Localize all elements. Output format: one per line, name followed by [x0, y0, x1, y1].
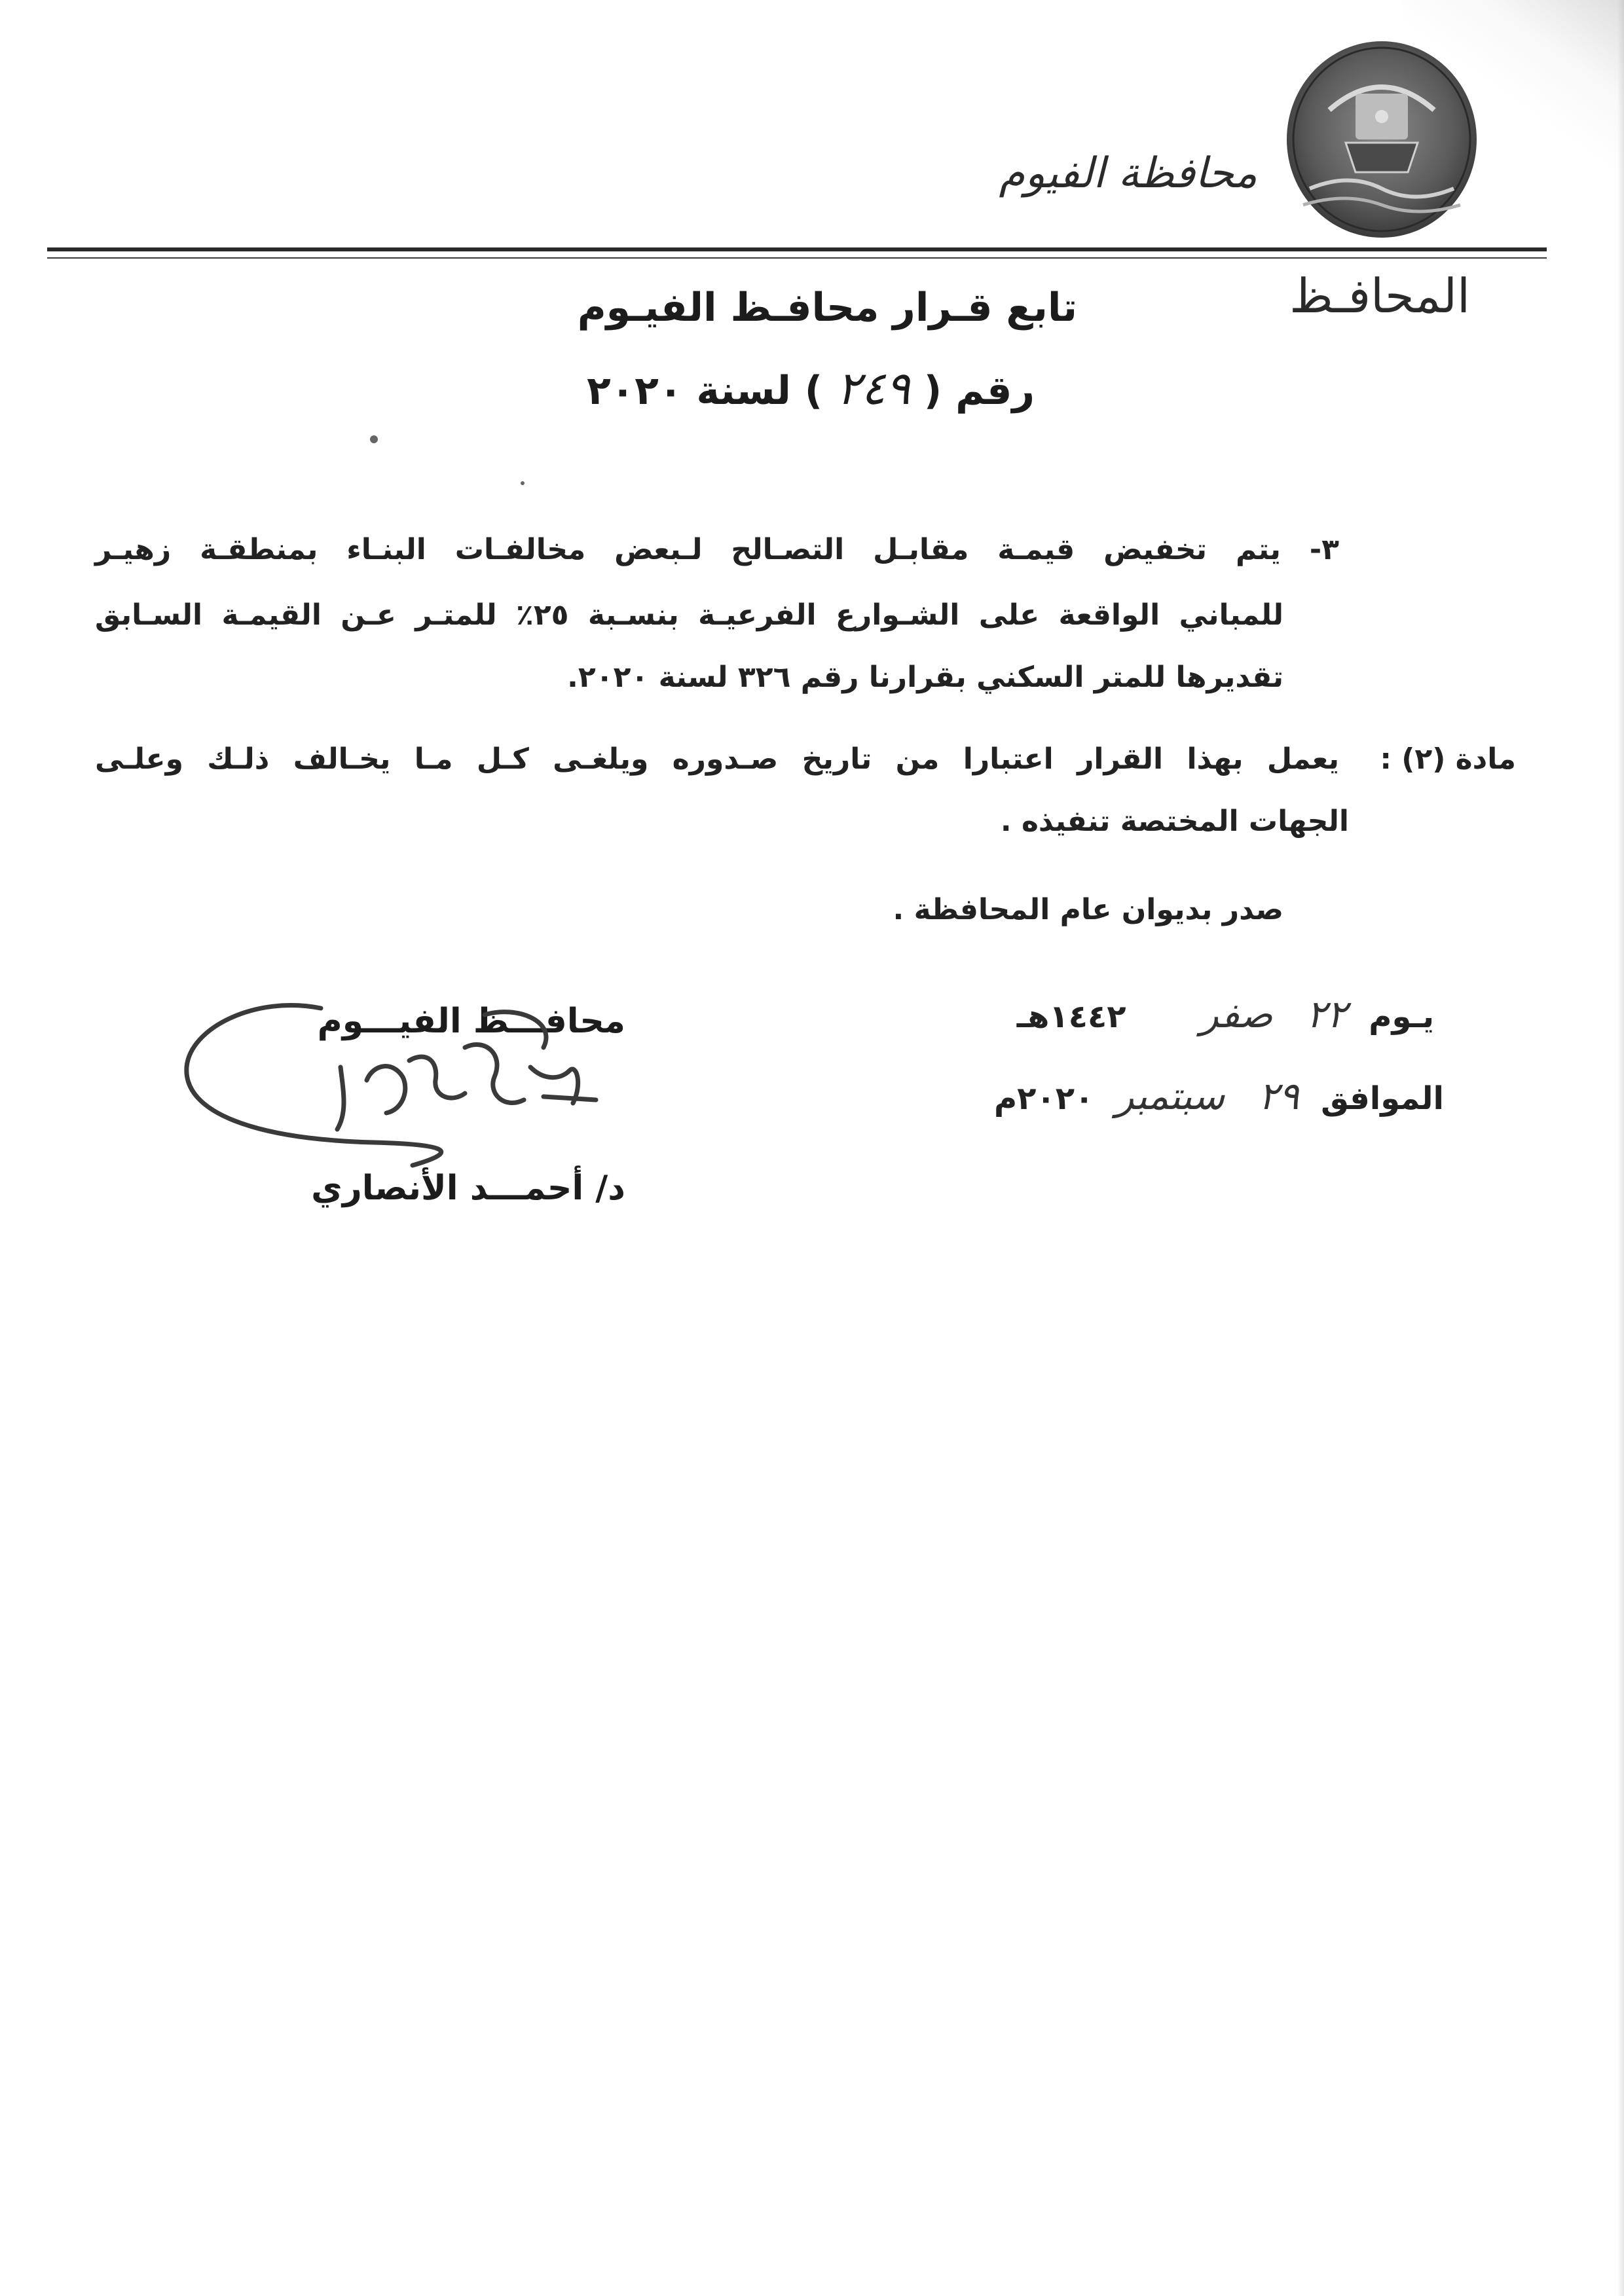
signature-image — [177, 989, 622, 1178]
gregorian-day: ٢٩ — [1258, 1074, 1299, 1118]
item3-line1: ٣- يتم تخفيض قيمـة مقابـل التصـالح لـبعض مخالفـات البنـاء بمنطقـة زهيـر — [95, 533, 1339, 566]
scan-speck — [370, 435, 378, 443]
hijri-date-prefix: يـوم — [1369, 998, 1434, 1035]
decision-number-suffix: ) لسنة ٢٠٢٠ — [587, 368, 823, 414]
header-rule-thin — [47, 257, 1547, 259]
article2-line1: يعمل بهذا القرار اعتبارا من تاريخ صـدوره ويلغـى كـل مـا يخـالف ذلـك وعلـى — [95, 742, 1339, 776]
hijri-month: صفر — [1200, 992, 1273, 1036]
gregorian-date — [822, 1074, 1444, 1118]
decision-number — [380, 361, 1035, 415]
decision-title: تابع قـرار محافـظ الفيـوم — [577, 285, 1077, 331]
scan-speck — [521, 481, 525, 485]
office-label: المحافـظ — [1289, 268, 1470, 323]
article2-label: مادة (٢) : — [1380, 742, 1516, 776]
header-rule — [47, 247, 1547, 251]
hijri-year: ١٤٤٢هـ — [1016, 998, 1126, 1035]
hijri-date — [845, 992, 1434, 1036]
gregorian-year: ٢٠٢٠م — [993, 1080, 1094, 1117]
governorate-emblem-icon — [1283, 38, 1480, 241]
issued-statement: صدر بديوان عام المحافظة . — [893, 893, 1283, 926]
gregorian-date-prefix: الموافق — [1321, 1080, 1444, 1117]
decision-number-handwritten: ٢٤٩ — [836, 361, 910, 415]
governorate-header: محافظة الفيوم — [999, 149, 1257, 198]
scan-edge — [1617, 0, 1624, 2296]
signatory-title: محافـــظ الفيـــوم — [317, 1002, 625, 1041]
item3-line2: للمباني الواقعة على الشـوارع الفرعيـة بنسـبة ٢٥٪ للمتـر عـن القيمـة السـابق — [95, 598, 1283, 632]
signatory-name: د/ أحمـــد الأنصاري — [311, 1169, 625, 1208]
hijri-day: ٢٢ — [1306, 992, 1348, 1036]
item3-line3: تقديرها للمتر السكني بقرارنا رقم ٣٢٦ لسنة ٢٠٢٠. — [567, 661, 1283, 694]
gregorian-month: سبتمبر — [1115, 1074, 1225, 1118]
article2-line2: الجهات المختصة تنفيذه . — [1000, 805, 1349, 838]
decision-number-prefix: رقم ( — [923, 368, 1035, 414]
